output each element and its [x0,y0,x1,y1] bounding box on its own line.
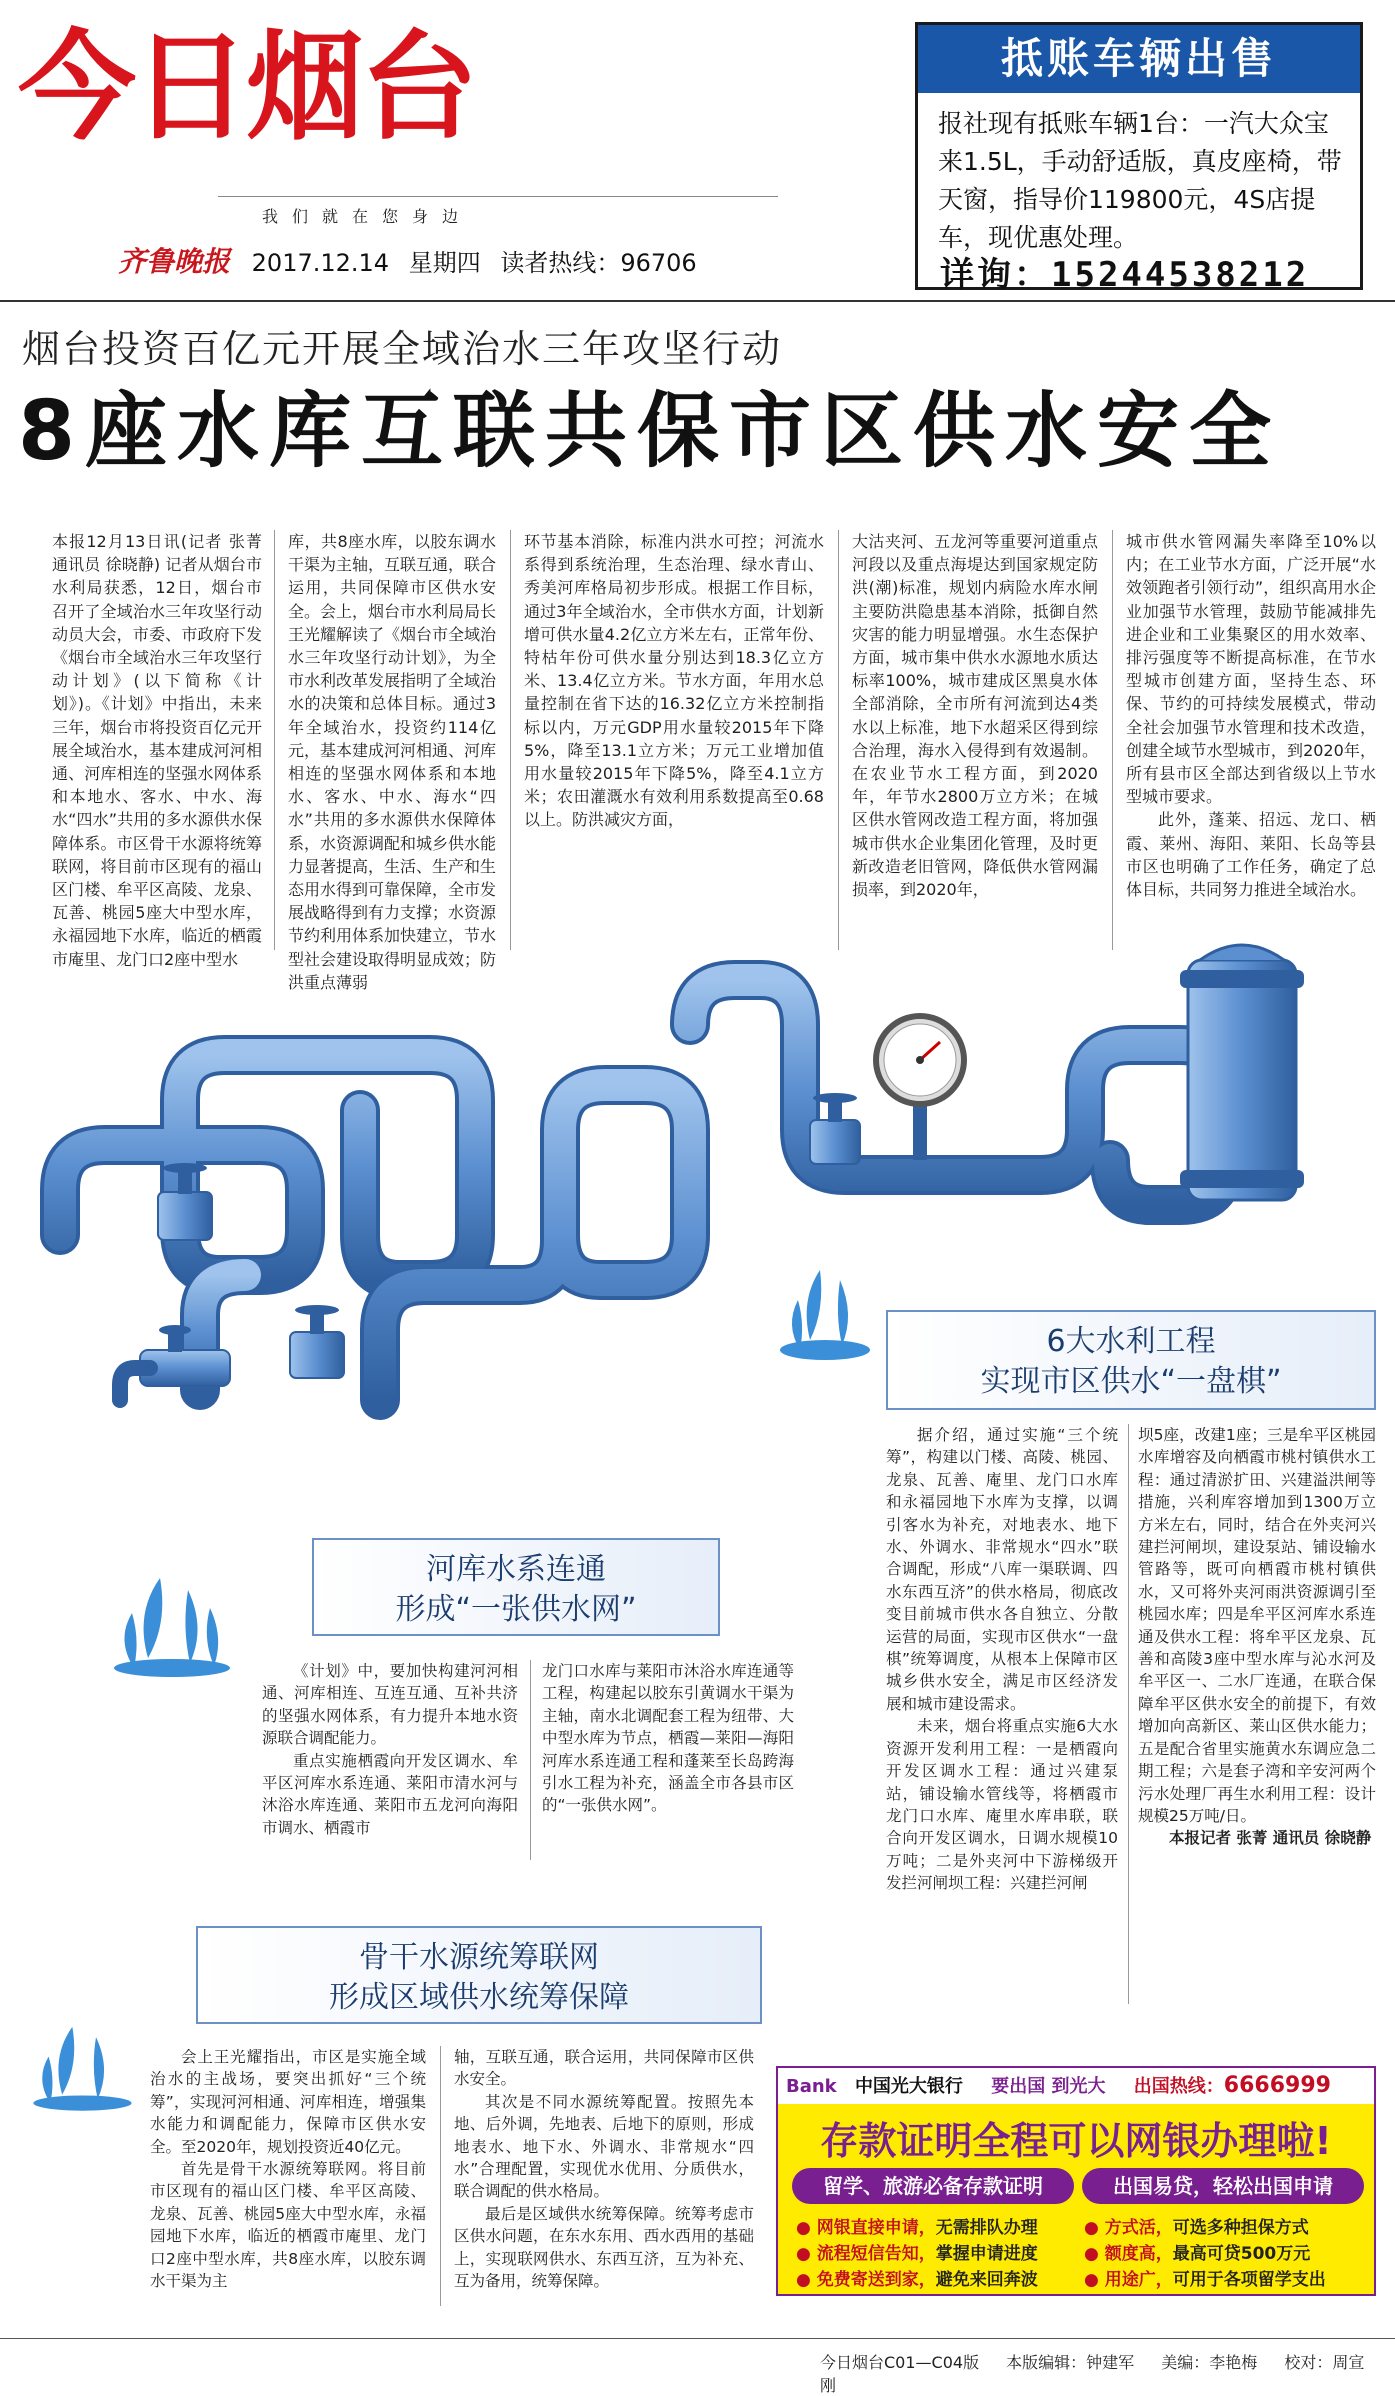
section1-column-1 [262,1660,518,1839]
section2-para: 未来，烟台将重点实施6大水资源开发利用工程：一是栖霞向开发区调水工程：通过兴建泵站，铺设输水管线等，将栖霞市龙门口水库、庵里水库串联，联合向开发区调水，日调水规模10万吨；二是外夹河中下游梯级开发拦河闸坝工程：兴建拦河闸 [886,1717,1118,1893]
article-column-3 [524,530,824,832]
column-divider [274,530,275,950]
article-col1-text: 本报12月13日讯(记者 张菁 通讯员 徐晓静) 记者从烟台市水利局获悉，12日，烟台市召开了全域治水三年攻坚行动动员大会，市委、市政府下发《烟台市全域治水三年攻坚行动计划》(以下简称《计划》)。《计划》中指出，未来三年，烟台市将投资百亿元开展全域治水，基本建成河河相通、河库相连的坚强水网体系和本地水、客水、中水、海水“四水”共用的多水源供水保障体系。市区骨干水源将统筹联网，将目前市区现有的福山区门楼、牟平区高陵、龙泉、瓦善、桃园5座大中型水库，永福园地下水库，临近的栖霞市庵里、龙门口2座中型水 [52,532,262,969]
article-col3-text: 环节基本消除，标准内洪水可控；河流水系得到系统治理，生态治理、绿水青山、秀美河库格局初步形成。根据工作目标，通过3年全域治水，全市供水方面，计划新增可供水量4.2亿立方米左右，正常年份、特枯年份可供水量分别达到18.3亿立方米、13.4亿立方米。节水方面，年用水总量控制在省下达的16.32亿立方米控制指标以内，万元GDP用水量较2015年下降5%，降至13.1立方米；万元工业增加值用水量较2015年下降5%，降至4.1立方米；农田灌溉水有效利用系数提高至0.68以上。防洪减灾方面， [524,532,824,830]
section3-column-1 [150,2046,426,2292]
bank-pill-right: 出国易贷，轻松出国申请 [1082,2168,1364,2204]
section2-byline: 本报记者 张菁 通讯员 徐晓静 [1169,1829,1372,1848]
reader-hotline: 读者热线：96706 [500,249,697,277]
section3-para: 首先是骨干水源统筹联网。将目前市区现有的福山区门楼、牟平区高陵、龙泉、瓦善、桃园5座大中型水库，永福园地下水库，临近的栖霞市庵里、龙门口2座中型水库，共8座水库，以胶东调水干渠为主 [150,2160,426,2291]
bank-feature: ● 用途广，可用于各项留学支出 [1084,2270,1326,2290]
header-rule [0,300,1395,302]
footer-proof: 校对：周宣刚 [820,2353,1365,2395]
car-ad-body: 报社现有抵账车辆1台：一汽大众宝来1.5L，手动舒适版，真皮座椅，带天窗，指导价119800元，4S店提车，现优惠处理。 [938,109,1342,252]
section2-para: 坝5座，改建1座；三是牟平区桃园水库增容及向栖霞市桃村镇供水工程：通过清淤扩田、兴建溢洪闸等措施，兴利库容增加到1300万立方米左右，同时，结合在外夹河兴建拦河闸坝，建设泵站、铺设输水管路等，既可向栖霞市桃村镇供水，又可将外夹河雨洪资源调引至桃园水库；四是牟平区河库水系连通及供水工程：将牟平区龙泉、瓦善和高陵3座中型水库与沁水河及牟平区一、二水厂连通，在联合保障牟平区供水安全的前提下，有效增加向高新区、莱山区供水能力；五是配合省里实施黄水东调应急二期工程；六是套子湾和辛安河两个污水处理厂再生水利用工程：设计规模25万吨/日。 [1138,1426,1376,1825]
footer-editor: 本版编辑：钟建军 [1006,2353,1135,2372]
section2-column-2 [1138,1424,1376,1850]
article-col2-text: 库，共8座水库，以胶东调水干渠为主轴，互联互通，联合运用，共同保障市区供水安全。会上，烟台市水利局局长王光耀解读了《烟台市全域治水三年攻坚行动计划》，为全市水利改革发展指明了全域治水的决策和总体目标。通过3年全域治水，投资约114亿元，基本建成河河相通、河库相连的坚强水网体系和本地水、客水、中水、海水“四水”共用的多水源供水保障体系，水资源调配和城乡供水能力显著提高，生活、生产和生态用水得到可靠保障，全市发展战略得到有力支撑；水资源节约利用体系加快建立，节水型社会建设取得明显成效；防洪重点薄弱 [288,532,497,992]
section-title: 6大水利工程 [1046,1324,1216,1359]
masthead-logo: 今日烟台 [18,18,475,156]
issue-date: 2017.12.14 [251,249,390,277]
bank-pill-left: 留学、旅游必备存款证明 [792,2168,1074,2204]
section-subtitle: 实现市区供水“一盘棋” [980,1364,1282,1399]
issue-weekday: 星期四 [408,249,481,277]
footer-rule [0,2338,1395,2339]
tagline-rule [218,196,778,197]
bank-slogan-top: 要出国 到光大 [991,2076,1106,2097]
column-divider [510,530,511,950]
bank-feature: ● 额度高，最高可贷500万元 [1084,2244,1311,2264]
bank-name: 中国光大银行 [854,2076,963,2097]
section3-para: 最后是区域供水统筹保障。统筹考虑市区供水问题，在东水东用、西水西用的基础上，实现联网供水、东西互济，互为补充、互为备用，统筹保障。 [454,2204,754,2291]
section3-para: 会上王光耀指出，市区是实施全域治水的主战场，要突出抓好“三个统筹”，实现河河相通、河库相连，增强集水能力和调配能力，保障市区供水安全。至2020年，规划投资近40亿元。 [150,2048,426,2156]
footer-pages: 今日烟台C01—C04版 [820,2353,980,2372]
bank-feature: ● 免费寄送到家，避免来回奔波 [796,2270,1038,2290]
brand-logo: 齐鲁晚报 [118,245,231,278]
section-subtitle: 形成区域供水统筹保障 [329,1980,629,2015]
section-title: 河库水系连通 [426,1552,606,1587]
bank-feature: ● 方式活，可选多种担保方式 [1084,2218,1309,2238]
bank-hotline-label: 出国热线： [1133,2076,1224,2097]
column-divider [440,2046,441,2306]
car-ad-title: 抵账车辆出售 [918,25,1360,93]
column-divider [1128,1424,1129,2004]
bank-feature: ● 网银直接申请，无需排队办理 [796,2218,1038,2238]
water-splash-icon [110,1568,240,1678]
bank-ad [776,2066,1376,2296]
footer-designer: 美编：李艳梅 [1161,2353,1258,2372]
pressure-gauge-icon [876,1016,964,1160]
tagline: 我们就在您身边 [262,207,473,226]
bank-feature: ● 流程短信告知，掌握申请进度 [796,2244,1038,2264]
car-sale-ad [915,22,1363,295]
section2-para: 据介绍，通过实施“三个统筹”，构建以门楼、高陵、桃园、龙泉、瓦善、庵里、龙门口水库和永福园地下水库为支撑，以调引客水为补充，对地表水、地下水、外调水、非常规水“四水”联合调配，形成“八库一渠联调、四水东西互济”的供水格局，彻底改变目前城市供水各自独立、分散运营的局面，实现市区供水“一盘棋”统筹调度，从根本上保障市区城乡供水安全，满足市区经济发展和城市建设需求。 [886,1426,1118,1713]
car-ad-contact: 详询：15244538212 [940,255,1310,295]
section3-para: 轴，互联互通，联合运用，共同保障市区供水安全。 [454,2048,754,2089]
water-splash-icon [30,2010,140,2120]
article-col5-text: 城市供水管网漏失率降至10%以内；在工业节水方面，广泛开展“水效领跑者引领行动”，组织高用水企业加强节水管理，鼓励节能减排先进企业和工业集聚区的用水效率、排污强度等不断提高标准，在节水型城市创建方面，坚持生态、环保、节约的可持续发展模式，带动全社会加强节水管理和技术改造，创建全域节水型城市，到2020年，所有县市区全部达到省级以上节水型城市要求。 [1126,532,1376,807]
section1-para: 重点实施栖霞向开发区调水、牟平区河库水系连通、莱阳市清水河与沐浴水库连通、莱阳市五龙河向海阳市调水、栖霞市 [262,1751,518,1837]
page-footer [820,2350,1395,2396]
section1-para: 《计划》中，要加快构建河河相通、河库相连、互连互通、互补共济的坚强水网体系，有力提升本地水资源联合调配能力。 [262,1662,518,1748]
column-divider [1112,530,1113,950]
article-column-4 [852,530,1098,901]
water-splash-icon [780,1270,870,1360]
column-divider [530,1660,531,1860]
article-col4-text: 大沽夹河、五龙河等重要河道重点河段以及重点海堤达到国家规定防洪(潮)标准，规划内病险水库水闸主要防洪隐患基本消除，抵御自然灾害的能力明显增强。水生态保护方面，城市集中供水水源地水质达标率100%，城市建成区黑臭水体全部消除，全市所有河流到达4类水以上标准，地下水超采区得到综合治理，海水入侵得到有效遏制。在农业节水工程方面，到2020年，年节水2800万立方米；在城区供水管网改造工程方面，将加强城市供水企业集团化管理，及时更新改造老旧管网，降低供水管网漏损率，到2020年， [852,532,1098,900]
section-banner [312,1538,720,1636]
section1-column-2 [542,1660,794,1817]
section2-column-1 [886,1424,1118,1895]
water-tank-icon [1180,945,1304,1200]
bank-hotline-number: 6666999 [1223,2073,1331,2098]
section1-para: 龙门口水库与莱阳市沐浴水库连通等工程，构建起以胶东引黄调水干渠为主轴，南水北调配套工程为纽带、大中型水库为节点，栖霞—莱阳—海阳河库水系连通工程和蓬莱至长岛跨海引水工程为补充，涵盖全市各县市区的“一张供水网”。 [542,1662,794,1815]
section-banner [196,1926,762,2024]
article-column-1 [52,530,262,971]
article-column-5 [1126,530,1376,901]
bank-ad-header [778,2068,1374,2104]
section3-column-2 [454,2046,754,2292]
article-kicker: 烟台投资百亿元开展全域治水三年攻坚行动 [22,327,783,371]
column-divider [838,530,839,950]
section-title: 骨干水源统筹联网 [359,1940,599,1975]
bank-slogan: 存款证明全程可以网银办理啦! [820,2119,1332,2163]
article-column-2 [288,530,496,994]
valve-icon [290,1305,344,1378]
bank-logo: Bank [786,2076,837,2097]
section3-para: 其次是不同水源统筹配置。按照先本地、后外调，先地表、后地下的原则，形成地表水、地下水、外调水、非常规水“四水”合理配置，实现优水优用、分质供水，联合调配的供水格局。 [454,2092,754,2201]
section-subtitle: 形成“一张供水网” [395,1592,637,1627]
article-headline: 8座水库互联共保市区供水安全 [18,384,1282,479]
dateline [118,240,709,280]
article-col5-text-2: 此外，蓬莱、招远、龙口、栖霞、莱州、海阳、莱阳、长岛等县市区也明确了工作任务，确定了总体目标，共同努力推进全域治水。 [1126,810,1376,900]
section-banner [886,1310,1376,1410]
